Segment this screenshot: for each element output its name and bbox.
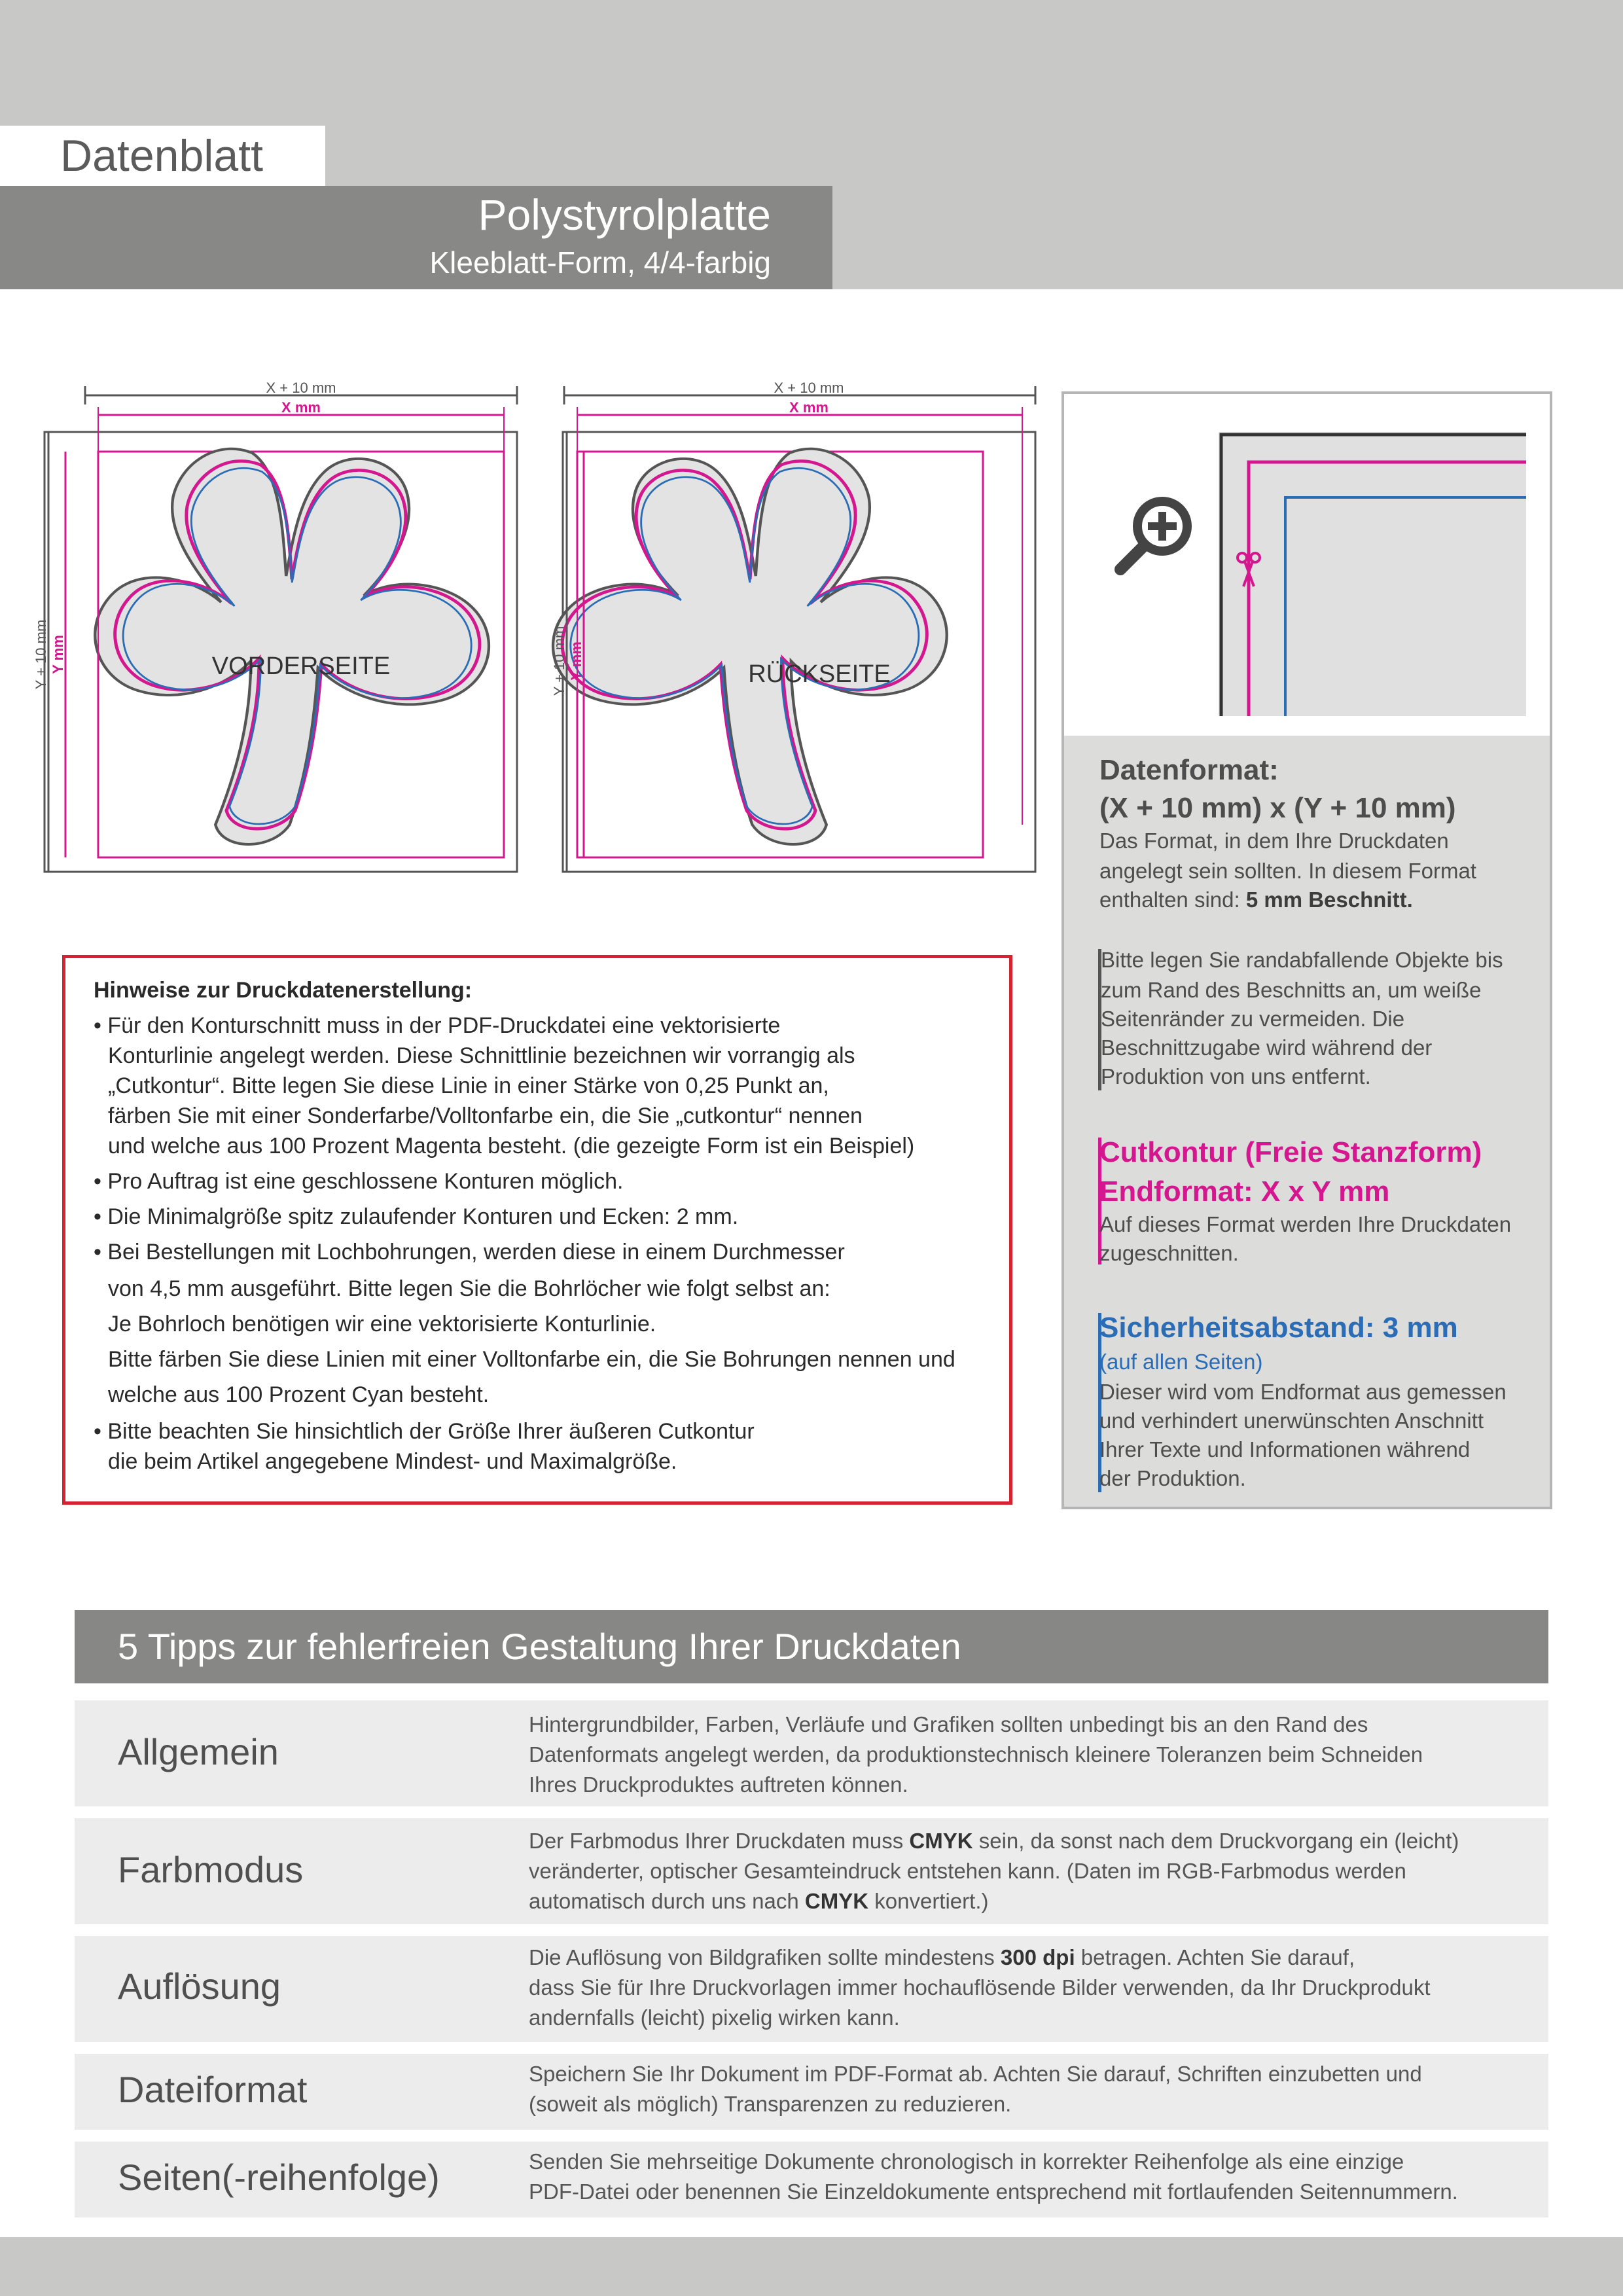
zoom-detail — [1061, 391, 1550, 736]
note-line-9: von 4,5 mm ausgeführt. Bitte legen Sie die Bohrlöcher wie folgt selbst an: — [108, 1276, 830, 1301]
tip-text-allgemein-2: Datenformats angelegt werden, da produktionstechnisch kleinere Toleranzen beim Schneiden — [529, 1742, 1423, 1767]
beschnitt-text-5: Produktion von uns entfernt. — [1101, 1064, 1371, 1088]
tip-label-seiten: Seiten(-reihenfolge) — [118, 2157, 440, 2198]
cutkontur-heading: Cutkontur (Freie Stanzform) — [1099, 1136, 1482, 1168]
note-line-2: Konturlinie angelegt werden. Diese Schnittlinie bezeichnen wir vorrangig als — [108, 1043, 855, 1068]
datenformat-heading: Datenformat: — [1099, 754, 1279, 786]
inner-width-label: X mm — [281, 399, 321, 416]
doc-type-label: Datenblatt — [60, 131, 263, 181]
sicherheit-heading: Sicherheitsabstand: 3 mm — [1099, 1312, 1458, 1344]
outer-width-label: X + 10 mm — [774, 380, 844, 396]
inner-height-label: Y mm — [50, 635, 66, 674]
note-line-13: • Bitte beachten Sie hinsichtlich der Größe Ihrer äußeren Cutkontur — [94, 1419, 755, 1444]
tip-text-farbmodus-2: veränderter, optischer Gesamteindruck entstehen kann. (Daten im RGB-Farbmodus werden — [529, 1859, 1406, 1883]
beschnitt-text-4: Beschnittzugabe wird während der — [1101, 1035, 1433, 1060]
tip-label-aufloesung: Auflösung — [118, 1965, 281, 2007]
outer-width-label: X + 10 mm — [266, 380, 336, 396]
sicherheit-text-3: Ihrer Texte und Informationen während — [1099, 1437, 1471, 1462]
note-line-1: • Für den Konturschnitt muss in der PDF-Druckdatei eine vektorisierte — [94, 1013, 781, 1038]
tip-label-dateiformat: Dateiformat — [118, 2069, 308, 2110]
notes-title: Hinweise zur Druckdatenerstellung: — [94, 978, 473, 1003]
tip-text-aufloesung-2: dass Sie für Ihre Druckvorlagen immer hochauflösende Bilder verwenden, da Ihr Druckprodukt — [529, 1975, 1431, 2000]
tip-text-seiten-1: Senden Sie mehrseitige Dokumente chronologisch in korrekter Reihenfolge als eine einzige — [529, 2149, 1404, 2174]
outer-height-label: Y + 10 mm — [33, 619, 49, 690]
datenformat-text-3: enthalten sind: 5 mm Beschnitt. — [1099, 888, 1413, 912]
tips-title: 5 Tipps zur fehlerfreien Gestaltung Ihrer Druckdaten — [118, 1626, 961, 1667]
note-line-6: • Pro Auftrag ist eine geschlossene Konturen möglich. — [94, 1169, 624, 1194]
beschnitt-text-2: zum Rand des Beschnitts an, um weiße — [1101, 978, 1482, 1002]
front-side-label: VORDERSEITE — [211, 653, 391, 680]
note-line-8: • Bei Bestellungen mit Lochbohrungen, werden diese in einem Durchmesser — [94, 1240, 845, 1265]
endformat-heading: Endformat: X x Y mm — [1099, 1175, 1390, 1208]
sicherheit-subheading: (auf allen Seiten) — [1099, 1350, 1263, 1374]
sicherheit-text-4: der Produktion. — [1099, 1466, 1246, 1490]
tip-text-aufloesung-1: Die Auflösung von Bildgrafiken sollte mindestens 300 dpi betragen. Achten Sie darauf, — [529, 1945, 1355, 1969]
product-subtitle: Kleeblatt-Form, 4/4-farbig — [429, 245, 771, 279]
tip-text-dateiformat-1: Speichern Sie Ihr Dokument im PDF-Format ab. Achten Sie darauf, Schriften einzubetten und — [529, 2062, 1422, 2086]
front-diagram — [33, 380, 530, 890]
note-line-3: „Cutkontur“. Bitte legen Sie diese Linie in einer Stärke von 0,25 Punkt an, — [108, 1073, 829, 1098]
note-line-5: und welche aus 100 Prozent Magenta besteht. (die gezeigte Form ist ein Beispiel) — [108, 1134, 915, 1158]
tip-label-allgemein: Allgemein — [118, 1731, 279, 1772]
beschnitt-text-3: Seitenränder zu vermeiden. Die — [1101, 1007, 1405, 1031]
back-diagram — [551, 380, 1048, 890]
note-line-10: Je Bohrloch benötigen wir eine vektorisierte Konturlinie. — [108, 1312, 656, 1336]
inner-height-label: Y mm — [568, 641, 584, 681]
datenformat-formula: (X + 10 mm) x (Y + 10 mm) — [1099, 792, 1456, 824]
note-line-14: die beim Artikel angegebene Mindest- und Maximalgröße. — [108, 1449, 677, 1474]
product-title: Polystyrolplatte — [478, 190, 771, 239]
tip-text-farbmodus-1: Der Farbmodus Ihrer Druckdaten muss CMYK sein, da sonst nach dem Druckvorgang ein (leicht) — [529, 1829, 1459, 1853]
datenformat-text-2: angelegt sein sollten. In diesem Format — [1099, 859, 1476, 883]
tip-text-dateiformat-2: (soweit als möglich) Transparenzen zu reduzieren. — [529, 2092, 1012, 2116]
tip-text-seiten-2: PDF-Datei oder benennen Sie Einzeldokumente entsprechend mit fortlaufenden Seitennummern. — [529, 2179, 1458, 2204]
tip-label-farbmodus: Farbmodus — [118, 1849, 304, 1890]
sicherheit-text-2: und verhindert unerwünschten Anschnitt — [1099, 1408, 1484, 1433]
back-side-label: RÜCKSEITE — [748, 660, 891, 688]
tip-text-farbmodus-3: automatisch durch uns nach CMYK konvertiert.) — [529, 1889, 989, 1913]
endformat-text-1: Auf dieses Format werden Ihre Druckdaten — [1099, 1212, 1512, 1236]
beschnitt-text-1: Bitte legen Sie randabfallende Objekte bis — [1101, 948, 1503, 972]
tip-text-allgemein-1: Hintergrundbilder, Farben, Verläufe und Grafiken sollten unbedingt bis an den Rand des — [529, 1712, 1368, 1736]
outer-height-label: Y + 10 mm — [551, 626, 567, 696]
datenformat-text-1: Das Format, in dem Ihre Druckdaten — [1099, 829, 1449, 853]
endformat-text-2: zugeschnitten. — [1099, 1241, 1239, 1265]
tip-text-allgemein-3: Ihres Druckproduktes auftreten können. — [529, 1772, 908, 1797]
note-line-12: welche aus 100 Prozent Cyan besteht. — [108, 1382, 490, 1407]
note-line-11: Bitte färben Sie diese Linien mit einer Volltonfarbe ein, die Sie Bohrungen nennen und — [108, 1347, 955, 1372]
bottom-band — [0, 2237, 1623, 2296]
note-line-7: • Die Minimalgröße spitz zulaufender Konturen und Ecken: 2 mm. — [94, 1204, 739, 1229]
magnifier-icon — [1120, 501, 1187, 569]
note-line-4: färben Sie mit einer Sonderfarbe/Volltonfarbe ein, die Sie „cutkontur“ nennen — [108, 1103, 863, 1128]
tip-text-aufloesung-3: andernfalls (leicht) pixelig wirken kann. — [529, 2005, 900, 2030]
inner-width-label: X mm — [789, 399, 829, 416]
sicherheit-text-1: Dieser wird vom Endformat aus gemessen — [1099, 1380, 1507, 1404]
